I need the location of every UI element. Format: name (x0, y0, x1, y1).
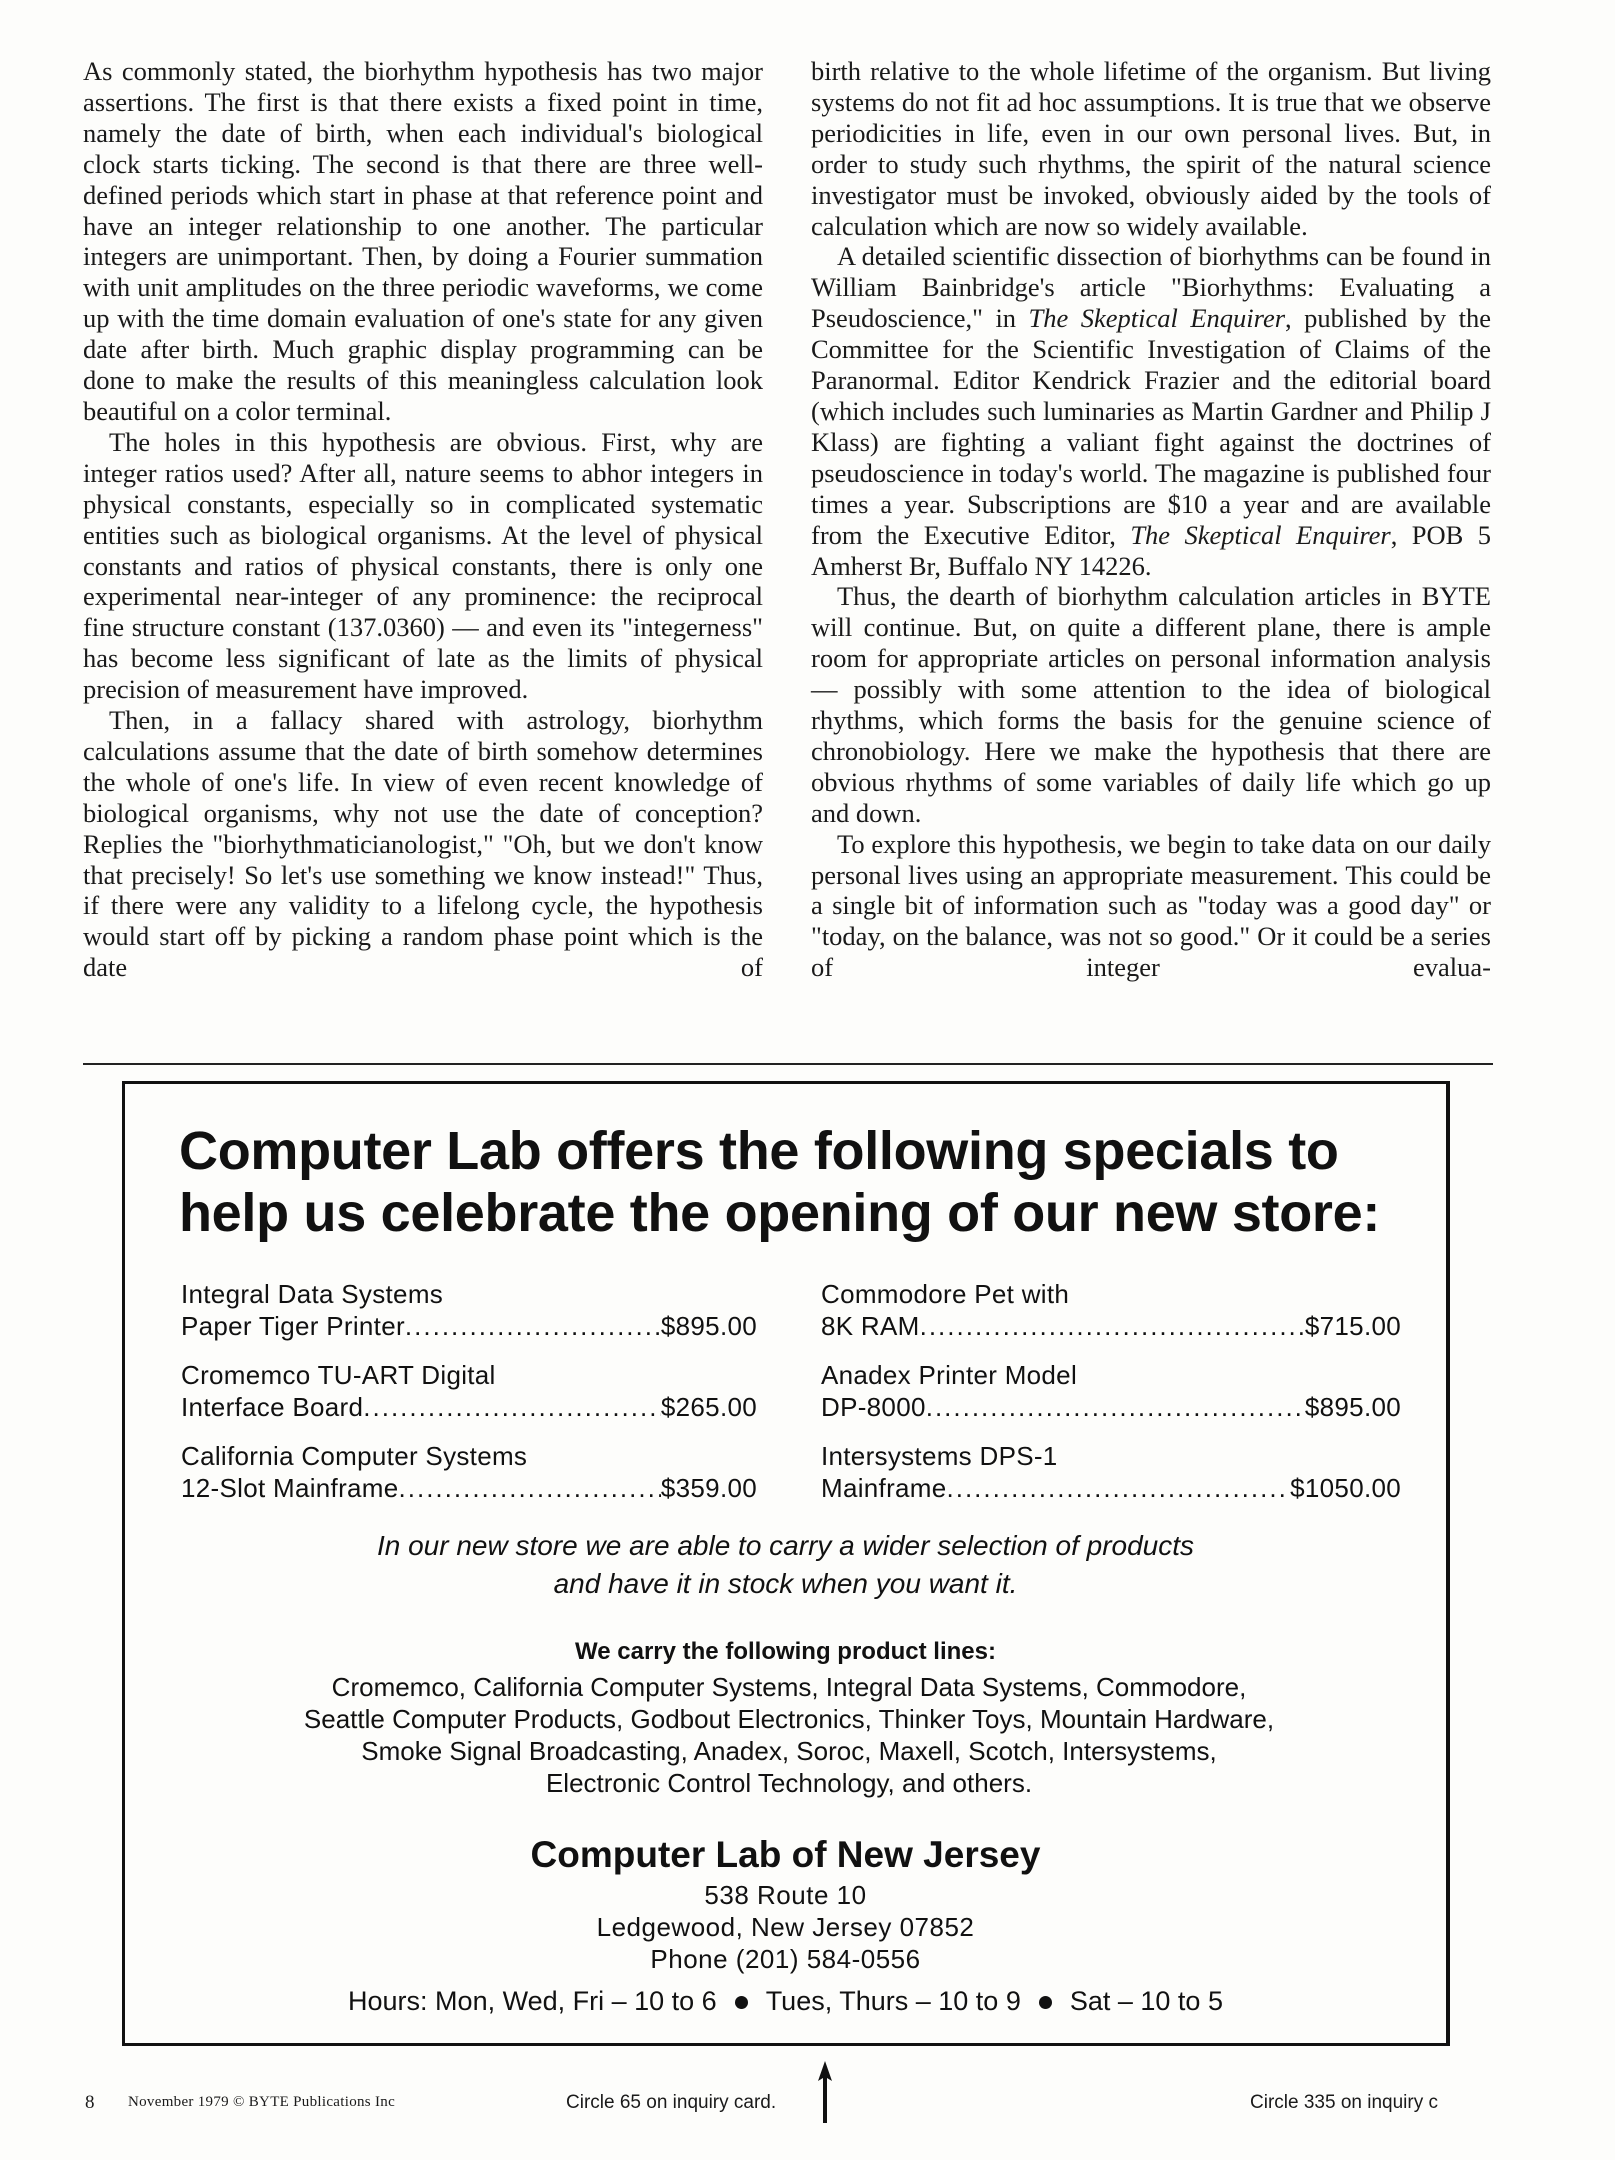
leader-dots (405, 1310, 661, 1342)
headline-line: Computer Lab offers the following specials to (179, 1121, 1339, 1181)
special-item (181, 1359, 757, 1423)
special-item-product: DP-8000 (821, 1392, 926, 1422)
specials-column-left (181, 1278, 757, 1521)
inquiry-note: Circle 65 on inquiry card. (566, 2092, 777, 2113)
headline-line: help us celebrate the opening of our new store: (179, 1183, 1381, 1243)
magazine-title: The Skeptical Enquirer (1028, 303, 1286, 334)
store-contact (125, 1831, 1446, 1975)
inquiry-note: Circle 335 on inquiry c (1250, 2092, 1438, 2113)
special-item (821, 1440, 1401, 1504)
special-item-price: $359.00 (660, 1473, 757, 1503)
page-footer (0, 2092, 1615, 2132)
special-item (181, 1440, 757, 1504)
special-item-price: $895.00 (1304, 1392, 1401, 1422)
leader-dots (399, 1472, 661, 1504)
special-item-name: Anadex Printer Model (821, 1360, 1078, 1390)
selection-statement (125, 1527, 1446, 1603)
arrow-up-icon (815, 2061, 835, 2123)
leader-dots (947, 1472, 1291, 1504)
hours-segment: Hours: Mon, Wed, Fri – 10 to 6 (348, 1986, 717, 2016)
product-lines-heading: We carry the following product lines: (575, 1638, 996, 1665)
special-item-product: Mainframe (821, 1473, 947, 1503)
product-lines-row: Cromemco, California Computer Systems, Integral Data Systems, Commodore, (331, 1672, 1247, 1702)
hours-segment: Sat – 10 to 5 (1069, 1986, 1223, 2016)
hours-segment: Tues, Thurs – 10 to 9 (765, 1986, 1021, 2016)
text-run: , published by the Committee for the Scientific Investigation of Claims of the Paranormal. Editor Kendrick Frazier and the editorial board (which includes such luminaries as Martin Gardner and Philip J Klass) are fighting a valiant fight against the doctrines of pseudoscience in today's world. The magazine is published four times a year. Subscriptions are $10 a year and are available from the Executive Editor, (811, 303, 1491, 550)
leader-dots (920, 1310, 1305, 1342)
article (83, 56, 1523, 1056)
article-column-right (811, 56, 1491, 983)
specials-column-right (821, 1278, 1401, 1521)
paragraph: As commonly stated, the biorhythm hypothesis has two major assertions. The first is that there exists a fixed point in time, namely the date of birth, when each individual's biological clock starts ticking. The second is that there are three well-defined periods which start in phase at that reference point and have an integer relationship to one another. The particular integers are unimportant. Then, by doing a Fourier summation with unit amplitudes on the three periodic waveforms, we come up with the time domain evaluation of one's state for any given date after birth. Much graphic display programming can be done to make the results of this meaningless calculation look beautiful on a color terminal. (83, 56, 763, 426)
special-item-name: California Computer Systems (181, 1441, 528, 1471)
special-item-price: $265.00 (660, 1392, 757, 1422)
store-phone: Phone (201) 584-0556 (650, 1944, 921, 1974)
page-number: 8 (85, 2092, 95, 2113)
product-lines (175, 1671, 1403, 1799)
paragraph: The holes in this hypothesis are obvious. First, why are integer ratios used? After all, nature seems to abhor integers in physical constants, especially so in complicated systematic entities such as biological organisms. At the level of physical constants and ratios of physical constants, there is only one experimental near-integer of any prominence: the reciprocal fine structure constant (137.0360) — and even its "integerness" has become less significant of late as the limits of physical precision of measurement have improved. (83, 426, 763, 705)
special-item-price: $895.00 (660, 1311, 757, 1341)
bullet-icon (735, 1996, 748, 2009)
horizontal-rule (83, 1063, 1493, 1065)
store-address-line: 538 Route 10 (704, 1880, 867, 1910)
store-name: Computer Lab of New Jersey (530, 1834, 1041, 1875)
special-item-price: $715.00 (1304, 1311, 1401, 1341)
special-item-name: Intersystems DPS-1 (821, 1441, 1058, 1471)
leader-dots (363, 1391, 661, 1423)
special-item-name: Commodore Pet with (821, 1279, 1070, 1309)
publication-info: November 1979 © BYTE Publications Inc (128, 2094, 396, 2110)
text-run: A detailed scientific dissection of biorhythms can be found in William Bainbridge's article "Biorhythms: Evaluating a Pseudoscience," in (811, 241, 1491, 334)
store-hours (125, 1984, 1446, 2018)
statement-line: and have it in stock when you want it. (553, 1568, 1018, 1599)
store-address-line: Ledgewood, New Jersey 07852 (596, 1912, 975, 1942)
magazine-title: The Skeptical Enquirer (1130, 519, 1391, 550)
special-item-name: Integral Data Systems (181, 1279, 444, 1309)
product-lines-row: Smoke Signal Broadcasting, Anadex, Soroc, Maxell, Scotch, Intersystems, (361, 1736, 1217, 1766)
paragraph: Then, in a fallacy shared with astrology, biorhythm calculations assume that the date of birth somehow determines the whole of one's life. In view of even recent knowledge of biological organisms, why not use the date of conception? Replies the "biorhythmaticianologist," "Oh, but we don't know that precisely! So let's use something we know instead!" Thus, if there were any validity to a lifelong cycle, the hypothesis would start off by picking a random phase point which is the date of (83, 705, 763, 983)
special-item-product: Interface Board (181, 1392, 364, 1422)
special-item-product: 8K RAM (821, 1311, 920, 1341)
text-run: , POB 5 Amherst Br, Buffalo NY 14226. (811, 519, 1491, 581)
special-item (821, 1278, 1401, 1342)
product-lines-row: Seattle Computer Products, Godbout Electronics, Thinker Toys, Mountain Hardware, (303, 1704, 1275, 1734)
special-item-price: $1050.00 (1290, 1473, 1401, 1503)
article-column-left (83, 56, 763, 983)
paragraph: To explore this hypothesis, we begin to take data on our daily personal lives using an appropriate measurement. This could be a single bit of information such as "today was a good day" or "today, on the balance, was not so good." Or it could be a series of integer evalua- (811, 828, 1491, 983)
leader-dots (926, 1391, 1305, 1423)
special-item (821, 1359, 1401, 1423)
special-item (181, 1278, 757, 1342)
special-item-product: Paper Tiger Printer (181, 1311, 405, 1341)
paragraph (811, 241, 1491, 581)
ad-headline (179, 1120, 1409, 1244)
special-item-product: 12-Slot Mainframe (181, 1473, 399, 1503)
product-lines-row: Electronic Control Technology, and others. (545, 1768, 1033, 1798)
paragraph: Thus, the dearth of biorhythm calculation articles in BYTE will continue. But, on quite a different plane, there is ample room for appropriate articles on personal information analysis — possibly with some attention to the idea of biological rhythms, which forms the basis for the genuine science of chronobiology. Here we make the hypothesis that there are obvious rhythms of some variables of daily life which go up and down. (811, 581, 1491, 828)
statement-line: In our new store we are able to carry a wider selection of products (376, 1530, 1195, 1561)
advertisement-box (122, 1081, 1450, 2046)
special-item-name: Cromemco TU-ART Digital (181, 1360, 496, 1390)
bullet-icon (1039, 1996, 1052, 2009)
paragraph: birth relative to the whole lifetime of the organism. But living systems do not fit ad hoc assumptions. It is true that we observe periodicities in life, even in our own personal lives. But, in order to study such rhythms, the spirit of the natural science investigator must be invoked, obviously aided by the tools of calculation which are now so widely available. (811, 56, 1491, 241)
